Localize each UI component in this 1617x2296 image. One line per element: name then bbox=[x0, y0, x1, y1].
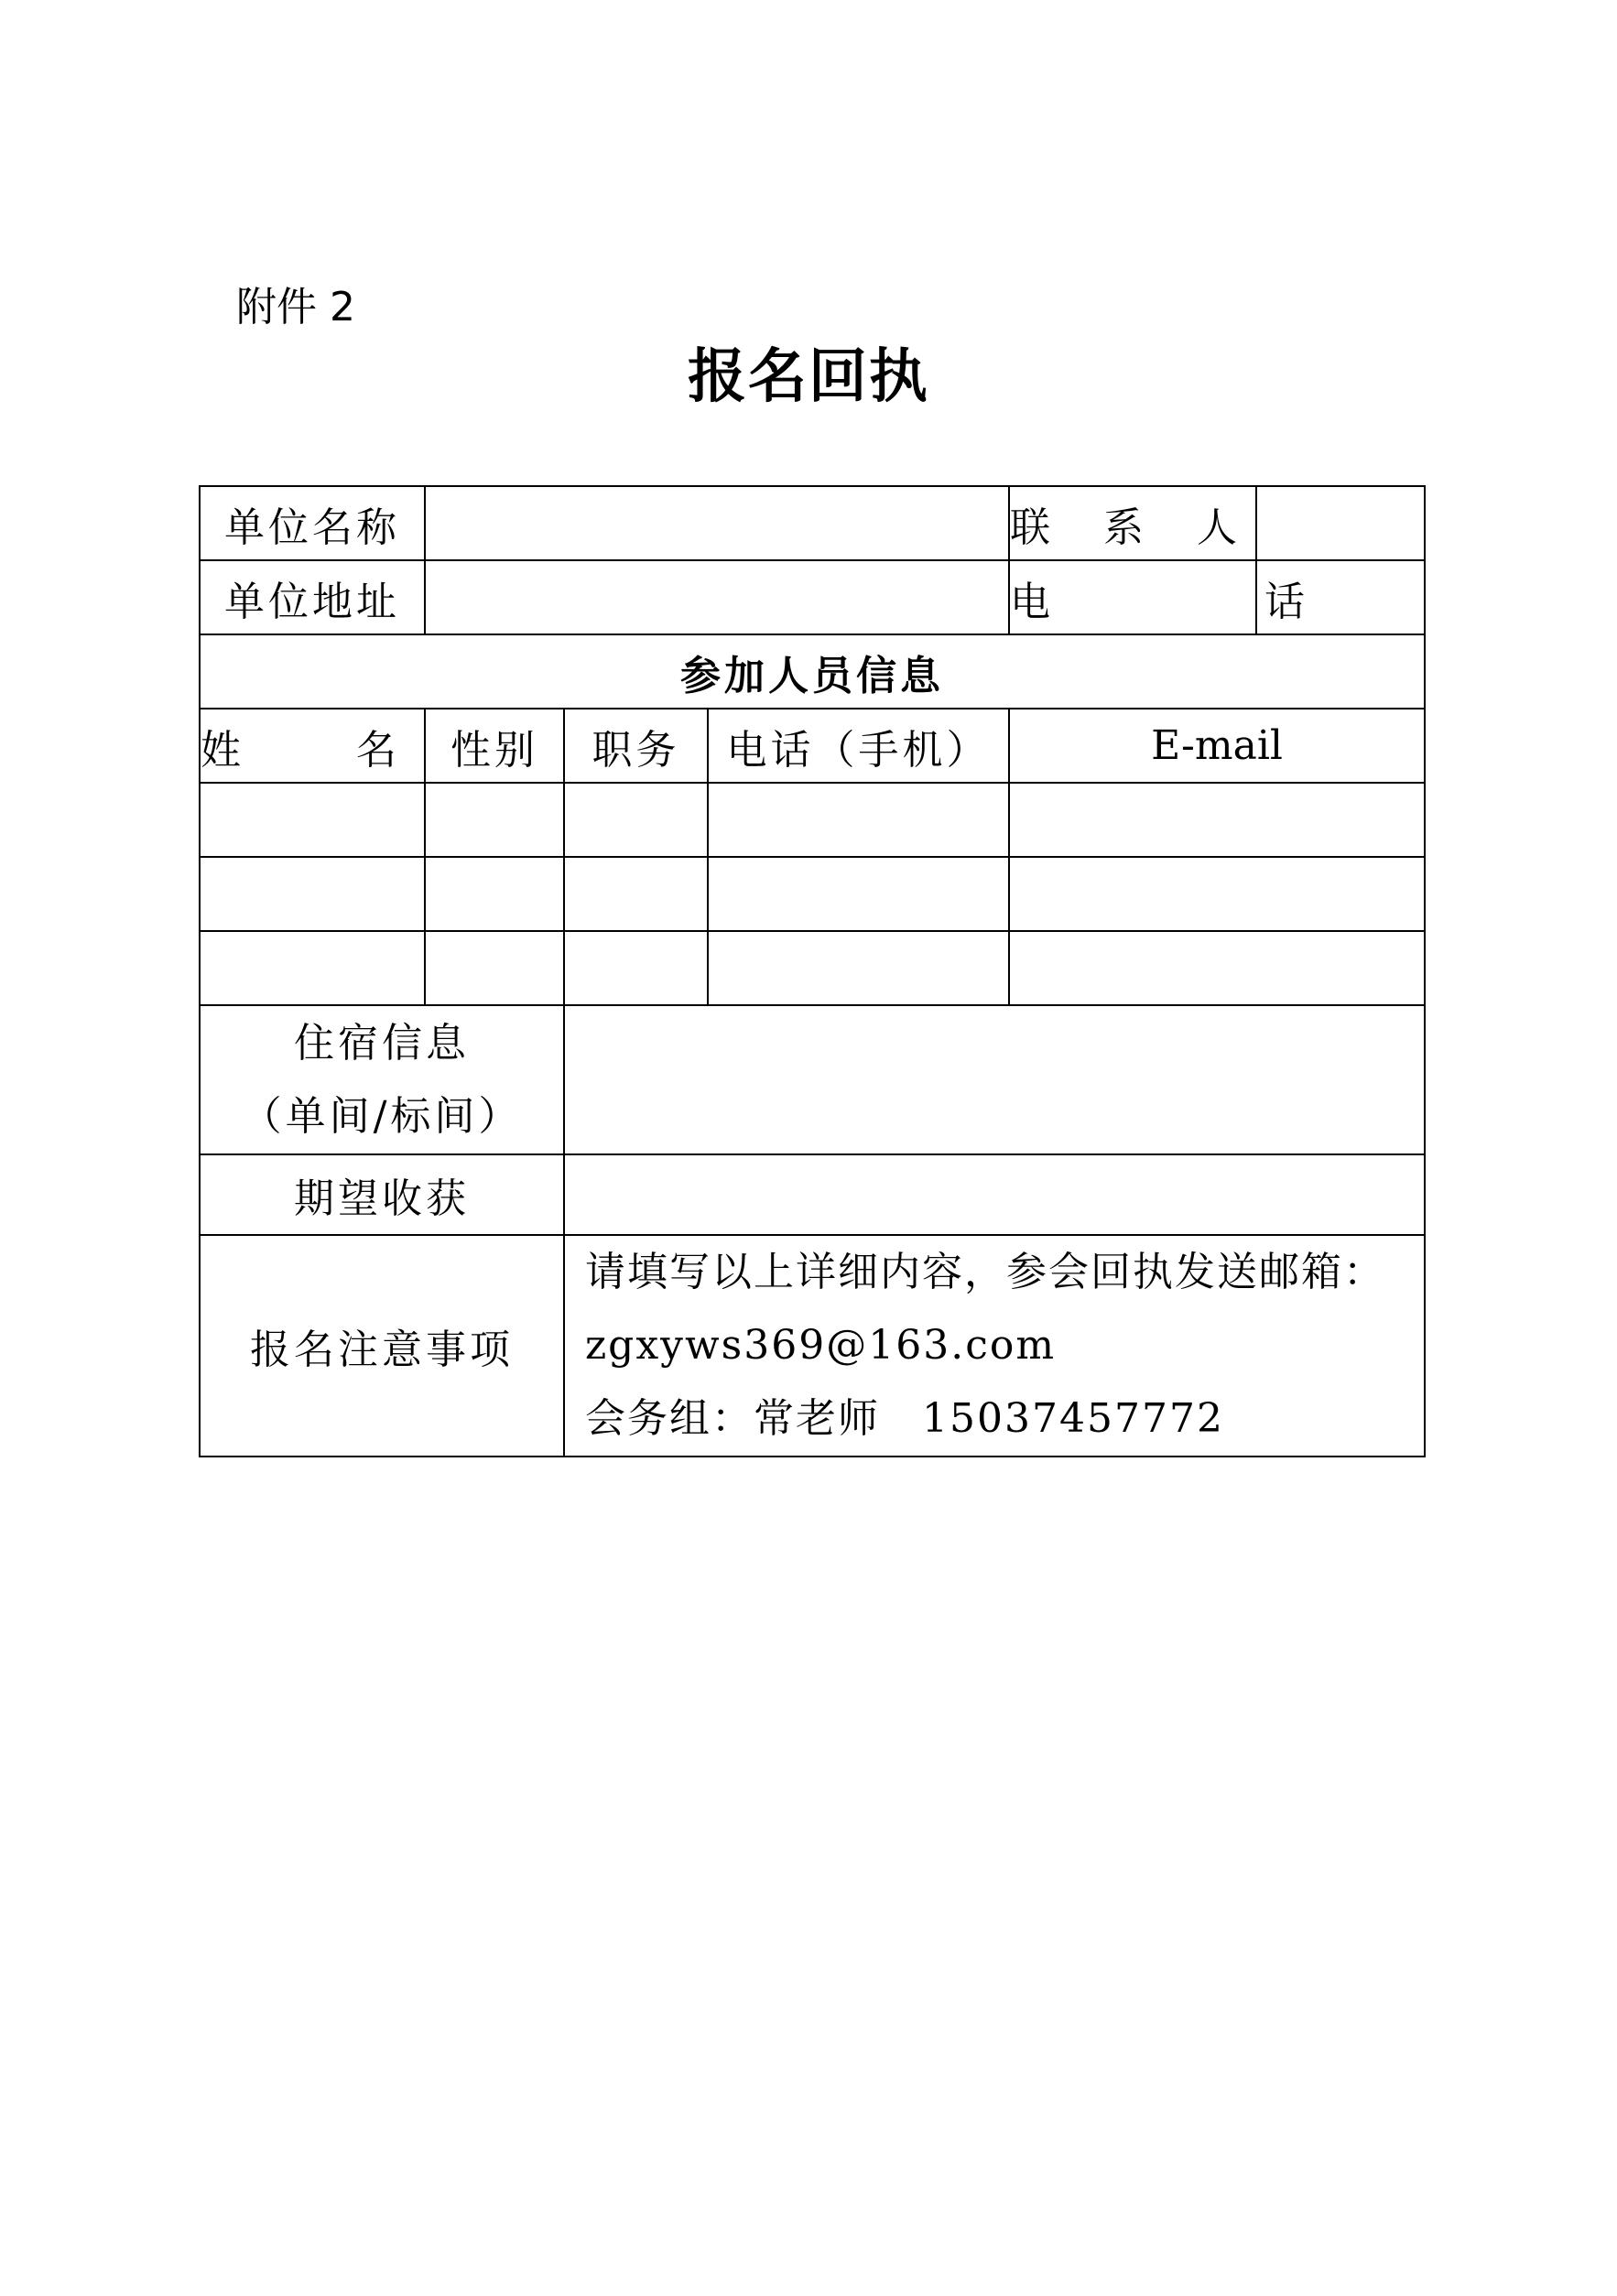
participant-position-cell[interactable] bbox=[564, 783, 708, 857]
org-address-label: 单位地址 bbox=[200, 560, 425, 634]
lodging-label-line2: （单间/标间） bbox=[241, 1092, 523, 1140]
participant-name-cell[interactable] bbox=[200, 857, 425, 931]
participant-position-cell[interactable] bbox=[564, 857, 708, 931]
attachment-label: 附件 2 bbox=[236, 284, 355, 330]
participant-mobile-cell[interactable] bbox=[708, 783, 1009, 857]
notes-email[interactable]: zgxyws369@163.com bbox=[585, 1322, 1057, 1369]
participant-mobile-cell[interactable] bbox=[708, 857, 1009, 931]
phone-label: 电 话 bbox=[1009, 560, 1256, 634]
column-header-name: 姓 名 bbox=[200, 709, 425, 783]
contact-person-field[interactable] bbox=[1256, 486, 1425, 560]
participant-gender-cell[interactable] bbox=[425, 857, 564, 931]
participants-section-title: 参加人员信息 bbox=[200, 634, 1425, 709]
org-name-field[interactable] bbox=[425, 486, 1009, 560]
column-header-email: E-mail bbox=[1009, 709, 1425, 783]
table-row bbox=[200, 931, 1425, 1005]
lodging-label bbox=[200, 1005, 564, 1154]
org-name-row bbox=[200, 486, 1425, 560]
org-address-row bbox=[200, 560, 1425, 634]
participant-email-cell[interactable] bbox=[1009, 931, 1425, 1005]
registration-form-table bbox=[199, 485, 1426, 1457]
participant-email-cell[interactable] bbox=[1009, 857, 1425, 931]
participant-position-cell[interactable] bbox=[564, 931, 708, 1005]
participant-gender-cell[interactable] bbox=[425, 783, 564, 857]
participant-name-cell[interactable] bbox=[200, 931, 425, 1005]
participants-section-row bbox=[200, 634, 1425, 709]
table-row bbox=[200, 857, 1425, 931]
lodging-field[interactable] bbox=[564, 1005, 1425, 1154]
notes-row bbox=[200, 1235, 1425, 1457]
column-header-mobile: 电话（手机） bbox=[708, 709, 1009, 783]
table-row bbox=[200, 783, 1425, 857]
notes-instruction: 请填写以上详细内容，参会回执发送邮箱： bbox=[585, 1249, 1385, 1295]
page-title: 报名回执 bbox=[688, 343, 929, 411]
participants-header-row bbox=[200, 709, 1425, 783]
participant-email-cell[interactable] bbox=[1009, 783, 1425, 857]
column-header-gender: 性别 bbox=[425, 709, 564, 783]
notes-label: 报名注意事项 bbox=[200, 1235, 564, 1457]
expectation-field[interactable] bbox=[564, 1154, 1425, 1235]
participant-name-cell[interactable] bbox=[200, 783, 425, 857]
expectation-row bbox=[200, 1154, 1425, 1235]
expectation-label: 期望收获 bbox=[200, 1154, 564, 1235]
contact-person-label: 联 系 人 bbox=[1009, 486, 1256, 560]
participant-gender-cell[interactable] bbox=[425, 931, 564, 1005]
notes-content bbox=[564, 1235, 1425, 1457]
participant-mobile-cell[interactable] bbox=[708, 931, 1009, 1005]
org-name-label: 单位名称 bbox=[200, 486, 425, 560]
lodging-row bbox=[200, 1005, 1425, 1154]
lodging-label-line1: 住宿信息 bbox=[294, 1019, 470, 1067]
org-address-field[interactable] bbox=[425, 560, 1009, 634]
notes-contact: 会务组：常老师 15037457772 bbox=[585, 1395, 1224, 1442]
column-header-position: 职务 bbox=[564, 709, 708, 783]
